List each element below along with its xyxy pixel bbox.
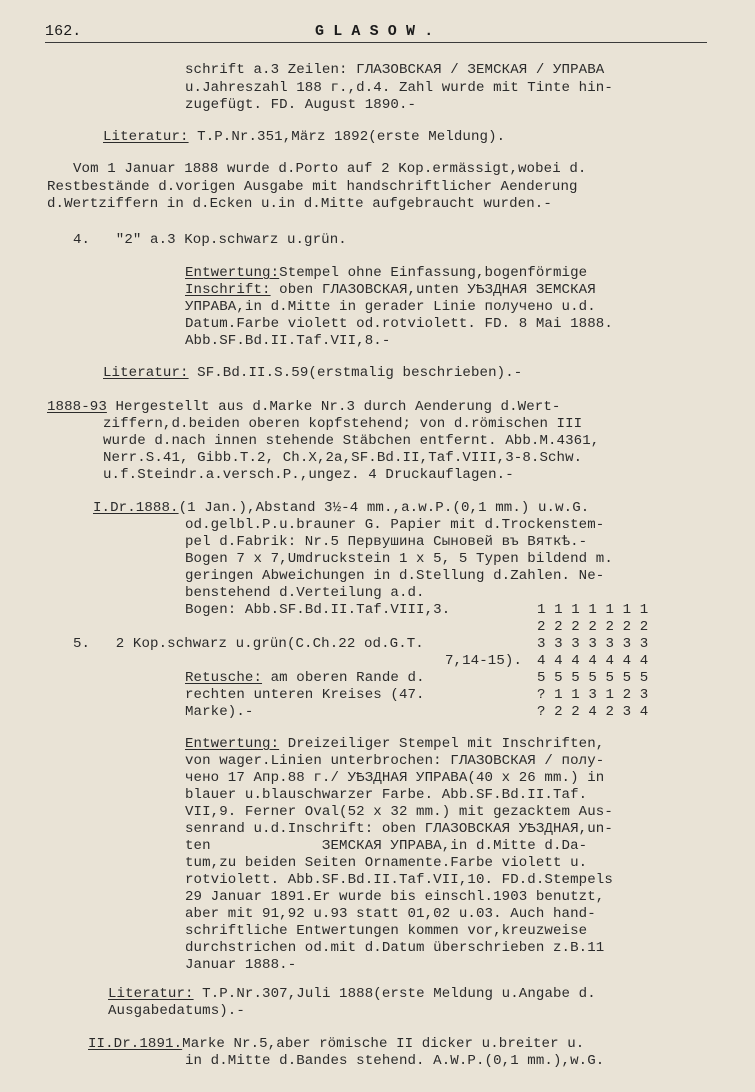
druck-1-line-2: od.gelbl.P.u.brauner G. Papier mit d.Trockenstem- xyxy=(185,517,605,533)
druck-2-line-1 xyxy=(88,1036,584,1052)
intro-line-3: zugefügt. FD. August 1890.- xyxy=(185,97,417,113)
entwertung-1-line-1 xyxy=(185,265,587,281)
entwertung-2-line-4: blauer u.blauschwarzer Farbe. Abb.SF.Bd.II.Taf. xyxy=(185,787,588,803)
item-5-line-1: 5. 2 Kop.schwarz u.grün(C.Ch.22 od.G.T. xyxy=(73,636,424,652)
entwertung-text: Dreizeiliger Stempel mit Inschriften, xyxy=(279,736,605,752)
grid-row-5: 5 5 5 5 5 5 5 xyxy=(537,670,649,686)
porto-line-2: Restbestände d.vorigen Ausgabe mit handschriftlicher Aenderung xyxy=(47,179,578,195)
druck-1-line-5: geringen Abweichungen in d.Stellung d.Zahlen. Ne- xyxy=(185,568,605,584)
issue-1888-line-1 xyxy=(47,399,560,415)
entwertung-2-line-2: von wager.Linien unterbrochen: ГЛАЗОВСКАЯ / полу- xyxy=(185,753,605,769)
retusche-text: am oberen Rande d. xyxy=(262,670,425,686)
retusche-line-2: rechten unteren Kreises (47. xyxy=(185,687,425,703)
porto-line-1: Vom 1 Januar 1888 wurde d.Porto auf 2 Kop.ermässigt,wobei d. xyxy=(73,161,587,177)
entwertung-1-line-2 xyxy=(185,282,596,298)
druck-1-line-4: Bogen 7 x 7,Umdruckstein 1 x 5, 5 Typen bildend m. xyxy=(185,551,613,567)
page-number: 162. xyxy=(45,23,82,40)
literatur-text: SF.Bd.II.S.59(erstmalig beschrieben).- xyxy=(188,365,523,381)
literatur-label: Literatur: xyxy=(103,129,189,145)
druck-label: II.Dr.1891. xyxy=(88,1036,183,1052)
entwertung-1-line-4: Datum.Farbe violett od.rotviolett. FD. 8 Mai 1888. xyxy=(185,316,613,332)
druck-1-line-3: pel d.Fabrik: Nr.5 Первушина Сыновей въ Вяткѣ.- xyxy=(185,534,588,550)
druck-1-line-1 xyxy=(93,500,589,516)
literatur-2 xyxy=(103,365,522,381)
entwertung-2-line-14: Januar 1888.- xyxy=(185,957,297,973)
grid-row-4: 4 4 4 4 4 4 4 xyxy=(537,653,649,669)
literatur-text: T.P.Nr.307,Juli 1888(erste Meldung u.Angabe d. xyxy=(193,986,596,1002)
item-5-line-2: 7,14-15). xyxy=(445,653,523,669)
issue-label: 1888-93 xyxy=(47,399,107,415)
issue-1888-line-2: ziffern,d.beiden oberen kopfstehend; von d.römischen III xyxy=(103,416,583,432)
grid-row-2: 2 2 2 2 2 2 2 xyxy=(537,619,649,635)
issue-1888-line-4: Nerr.S.41, Gibb.T.2, Ch.X,2a,SF.Bd.II,Taf.VIII,3-8.Schw. xyxy=(103,450,583,466)
entwertung-2-line-7: ten ЗЕМСКАЯ УПРАВА,in d.Mitte d.Da- xyxy=(185,838,588,854)
entwertung-2-line-12: schriftliche Entwertungen kommen vor,kreuzweise xyxy=(185,923,588,939)
druck-2-line-2: in d.Mitte d.Bandes stehend. A.W.P.(0,1 mm.),w.G. xyxy=(185,1053,605,1069)
grid-row-1: 1 1 1 1 1 1 1 xyxy=(537,602,649,618)
porto-line-3: d.Wertziffern in d.Ecken u.in d.Mitte aufgebraucht wurden.- xyxy=(47,196,552,212)
entwertung-2-line-10: 29 Januar 1891.Er wurde bis einschl.1903 benutzt, xyxy=(185,889,605,905)
entwertung-text: Stempel ohne Einfassung,bogenförmige xyxy=(279,265,588,281)
issue-1888-line-5: u.f.Steindr.a.versch.P.,ungez. 4 Druckauflagen.- xyxy=(103,467,514,483)
entwertung-label: Entwertung: xyxy=(185,265,280,281)
druck-text: Marke Nr.5,aber römische II dicker u.breiter u. xyxy=(182,1036,585,1052)
inschrift-label: Inschrift: xyxy=(185,282,271,298)
page-title: G L A S O W . xyxy=(315,23,434,40)
entwertung-2-line-13: durchstrichen od.mit d.Datum überschrieben z.B.11 xyxy=(185,940,605,956)
retusche-line-3: Marke).- xyxy=(185,704,254,720)
entwertung-2-line-6: senrand u.d.Inschrift: oben ГЛАЗОВСКАЯ УѢЗДНАЯ,un- xyxy=(185,821,613,837)
literatur-1 xyxy=(103,129,505,145)
druck-text: (1 Jan.),Abstand 3½-4 mm.,a.w.P.(0,1 mm.) u.w.G. xyxy=(178,500,590,516)
entwertung-2-line-5: VII,9. Ferner Oval(52 x 32 mm.) mit gezacktem Aus- xyxy=(185,804,613,820)
entwertung-2-line-8: tum,zu beiden Seiten Ornamente.Farbe violett u. xyxy=(185,855,588,871)
retusche-label: Retusche: xyxy=(185,670,263,686)
literatur-3-line-2: Ausgabedatums).- xyxy=(108,1003,245,1019)
literatur-label: Literatur: xyxy=(108,986,194,1002)
entwertung-2-line-1 xyxy=(185,736,604,752)
grid-row-7: ? 2 2 4 2 3 4 xyxy=(537,704,649,720)
druck-1-bogen: Bogen: Abb.SF.Bd.II.Taf.VIII,3. xyxy=(185,602,451,618)
literatur-text: T.P.Nr.351,März 1892(erste Meldung). xyxy=(188,129,506,145)
entwertung-1-line-3: УПРАВА,in d.Mitte in gerader Linie получено u.d. xyxy=(185,299,596,315)
header-rule xyxy=(45,42,707,43)
issue-text: Hergestellt aus d.Marke Nr.3 durch Aenderung d.Wert- xyxy=(106,399,561,415)
literatur-3-line-1 xyxy=(108,986,596,1002)
druck-1-line-6: benstehend d.Verteilung a.d. xyxy=(185,585,425,601)
intro-line-1: schrift a.3 Zeilen: ГЛАЗОВСКАЯ / ЗЕМСКАЯ / УПРАВА xyxy=(185,62,605,78)
item-4: 4. "2" a.3 Kop.schwarz u.grün. xyxy=(73,232,347,248)
issue-1888-line-3: wurde d.nach innen stehende Stäbchen entfernt. Abb.M.4361, xyxy=(103,433,600,449)
entwertung-2-line-3: чено 17 Апр.88 г./ УѢЗДНАЯ УПРАВА(40 x 26 mm.) in xyxy=(185,770,605,786)
entwertung-2-line-9: rotviolett. Abb.SF.Bd.II.Taf.VII,10. FD.d.Stempels xyxy=(185,872,613,888)
grid-row-6: ? 1 1 3 1 2 3 xyxy=(537,687,649,703)
entwertung-1-line-5: Abb.SF.Bd.II.Taf.VII,8.- xyxy=(185,333,391,349)
inschrift-text: oben ГЛАЗОВСКАЯ,unten УѢЗДНАЯ ЗЕМСКАЯ xyxy=(270,282,596,298)
intro-line-2: u.Jahreszahl 188 г.,d.4. Zahl wurde mit Tinte hin- xyxy=(185,80,613,96)
literatur-label: Literatur: xyxy=(103,365,189,381)
entwertung-2-line-11: aber mit 91,92 u.93 statt 01,02 u.03. Auch hand- xyxy=(185,906,596,922)
entwertung-label: Entwertung: xyxy=(185,736,280,752)
druck-label: I.Dr.1888. xyxy=(93,500,179,516)
retusche-line-1 xyxy=(185,670,425,686)
grid-row-3: 3 3 3 3 3 3 3 xyxy=(537,636,649,652)
